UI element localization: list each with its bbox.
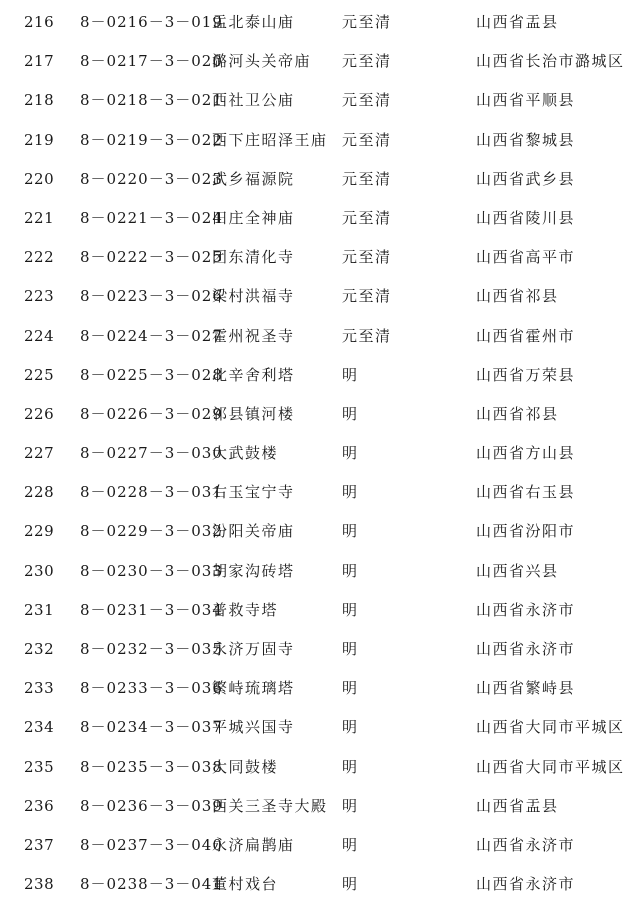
site-location: 山西省永济市 (476, 875, 576, 894)
site-era: 明 (342, 561, 359, 580)
site-era: 明 (342, 640, 359, 658)
site-code: 8－0225－3－028 (80, 365, 223, 384)
site-era: 明 (342, 718, 359, 737)
site-location: 山西省盂县 (476, 796, 559, 815)
row-number: 219 (24, 130, 55, 149)
table-row (0, 749, 640, 788)
site-code: 8－0237－3－040 (80, 835, 223, 854)
site-era: 明 (342, 875, 359, 894)
site-name: 北辛舍利塔 (212, 365, 295, 384)
table-row (0, 161, 640, 200)
site-code: 8－0238－3－041 (80, 875, 223, 894)
site-code: 8－0218－3－021 (80, 91, 223, 110)
site-era: 明 (342, 404, 359, 423)
row-number: 222 (24, 248, 55, 267)
site-code: 8－0219－3－022 (80, 130, 223, 149)
site-era: 明 (342, 835, 359, 854)
site-name: 武乡福源院 (212, 169, 295, 188)
table-row (0, 435, 640, 474)
site-code: 8－0223－3－026 (80, 287, 223, 306)
row-number: 234 (24, 718, 55, 737)
site-era: 明 (342, 365, 359, 384)
heritage-list-table (0, 4, 640, 905)
row-number: 220 (24, 169, 55, 188)
site-code: 8－0236－3－039 (80, 796, 223, 815)
row-number: 237 (24, 835, 55, 854)
site-code: 8－0222－3－025 (80, 248, 223, 267)
site-location: 山西省大同市平城区 (476, 757, 625, 776)
site-location: 山西省武乡县 (476, 169, 576, 188)
site-era: 元至清 (342, 248, 392, 267)
site-code: 8－0230－3－033 (80, 561, 223, 580)
row-number: 238 (24, 875, 55, 894)
site-era: 元至清 (342, 287, 392, 306)
site-name: 西下庄昭泽王庙 (212, 130, 328, 149)
site-location: 山西省汾阳市 (476, 522, 576, 541)
site-name: 祁县镇河楼 (212, 404, 295, 423)
site-code: 8－0224－3－027 (80, 326, 223, 345)
site-name: 盂北泰山庙 (212, 13, 295, 31)
table-row (0, 318, 640, 357)
site-code: 8－0232－3－035 (80, 640, 223, 658)
table-row (0, 4, 640, 43)
site-location: 山西省万荣县 (476, 365, 576, 384)
table-row (0, 200, 640, 239)
site-era: 明 (342, 483, 359, 502)
site-code: 8－0227－3－030 (80, 444, 223, 463)
site-code: 8－0221－3－024 (80, 208, 223, 227)
site-name: 繁峙琉璃塔 (212, 679, 295, 698)
row-number: 229 (24, 522, 55, 541)
site-location: 山西省长治市潞城区 (476, 52, 625, 71)
site-era: 明 (342, 600, 359, 619)
site-name: 田庄全神庙 (212, 208, 295, 227)
site-era: 明 (342, 444, 359, 463)
table-row (0, 474, 640, 513)
site-location: 山西省永济市 (476, 640, 576, 658)
row-number: 231 (24, 600, 55, 619)
table-row (0, 788, 640, 827)
site-code: 8－0234－3－037 (80, 718, 223, 737)
site-location: 山西省高平市 (476, 248, 576, 267)
site-code: 8－0226－3－029 (80, 404, 223, 423)
site-name: 团东清化寺 (212, 248, 295, 267)
table-row (0, 866, 640, 905)
table-row (0, 122, 640, 161)
site-location: 山西省永济市 (476, 600, 576, 619)
site-era: 元至清 (342, 130, 392, 149)
site-name: 霍州祝圣寺 (212, 326, 295, 345)
site-location: 山西省黎城县 (476, 130, 576, 149)
row-number: 224 (24, 326, 55, 345)
table-row (0, 82, 640, 121)
site-location: 山西省兴县 (476, 561, 559, 580)
site-era: 明 (342, 796, 359, 815)
site-code: 8－0233－3－036 (80, 679, 223, 698)
row-number: 225 (24, 365, 55, 384)
site-era: 元至清 (342, 91, 392, 110)
site-code: 8－0216－3－019 (80, 13, 223, 31)
site-location: 山西省霍州市 (476, 326, 576, 345)
table-row (0, 592, 640, 631)
table-row (0, 553, 640, 592)
site-era: 明 (342, 522, 359, 541)
site-name: 平城兴国寺 (212, 718, 295, 737)
table-row (0, 709, 640, 748)
site-era: 元至清 (342, 169, 392, 188)
row-number: 216 (24, 13, 55, 31)
site-era: 元至清 (342, 52, 392, 71)
row-number: 227 (24, 444, 55, 463)
site-name: 汾阳关帝庙 (212, 522, 295, 541)
table-row (0, 631, 640, 670)
site-location: 山西省大同市平城区 (476, 718, 625, 737)
site-era: 明 (342, 757, 359, 776)
site-name: 大武鼓楼 (212, 444, 279, 463)
site-location: 山西省方山县 (476, 444, 576, 463)
site-name: 西社卫公庙 (212, 91, 295, 110)
site-code: 8－0228－3－031 (80, 483, 223, 502)
table-row (0, 239, 640, 278)
table-row (0, 670, 640, 709)
site-name: 西关三圣寺大殿 (212, 796, 328, 815)
table-row (0, 396, 640, 435)
site-name: 潞河头关帝庙 (212, 52, 312, 71)
row-number: 217 (24, 52, 55, 71)
row-number: 223 (24, 287, 55, 306)
row-number: 218 (24, 91, 55, 110)
row-number: 230 (24, 561, 55, 580)
row-number: 226 (24, 404, 55, 423)
site-name: 右玉宝宁寺 (212, 483, 295, 502)
table-row (0, 278, 640, 317)
site-location: 山西省祁县 (476, 404, 559, 423)
site-location: 山西省右玉县 (476, 483, 576, 502)
row-number: 235 (24, 757, 55, 776)
site-location: 山西省祁县 (476, 287, 559, 306)
row-number: 228 (24, 483, 55, 502)
table-row (0, 43, 640, 82)
site-name: 普救寺塔 (212, 600, 279, 619)
table-row (0, 827, 640, 866)
row-number: 236 (24, 796, 55, 815)
site-code: 8－0229－3－032 (80, 522, 223, 541)
site-name: 董村戏台 (212, 875, 279, 894)
table-row (0, 357, 640, 396)
site-name: 胡家沟砖塔 (212, 561, 295, 580)
site-location: 山西省繁峙县 (476, 679, 576, 698)
site-era: 明 (342, 679, 359, 698)
site-name: 梁村洪福寺 (212, 287, 295, 306)
site-name: 大同鼓楼 (212, 757, 279, 776)
site-era: 元至清 (342, 326, 392, 345)
row-number: 233 (24, 679, 55, 698)
site-location: 山西省永济市 (476, 835, 576, 854)
site-code: 8－0235－3－038 (80, 757, 223, 776)
row-number: 221 (24, 208, 55, 227)
site-code: 8－0220－3－023 (80, 169, 223, 188)
table-row (0, 513, 640, 552)
site-location: 山西省盂县 (476, 13, 559, 31)
site-location: 山西省平顺县 (476, 91, 576, 110)
site-era: 元至清 (342, 13, 392, 31)
site-code: 8－0231－3－034 (80, 600, 223, 619)
site-era: 元至清 (342, 208, 392, 227)
site-name: 永济扁鹊庙 (212, 835, 295, 854)
site-location: 山西省陵川县 (476, 208, 576, 227)
row-number: 232 (24, 640, 55, 658)
site-code: 8－0217－3－020 (80, 52, 223, 71)
site-name: 永济万固寺 (212, 640, 295, 658)
